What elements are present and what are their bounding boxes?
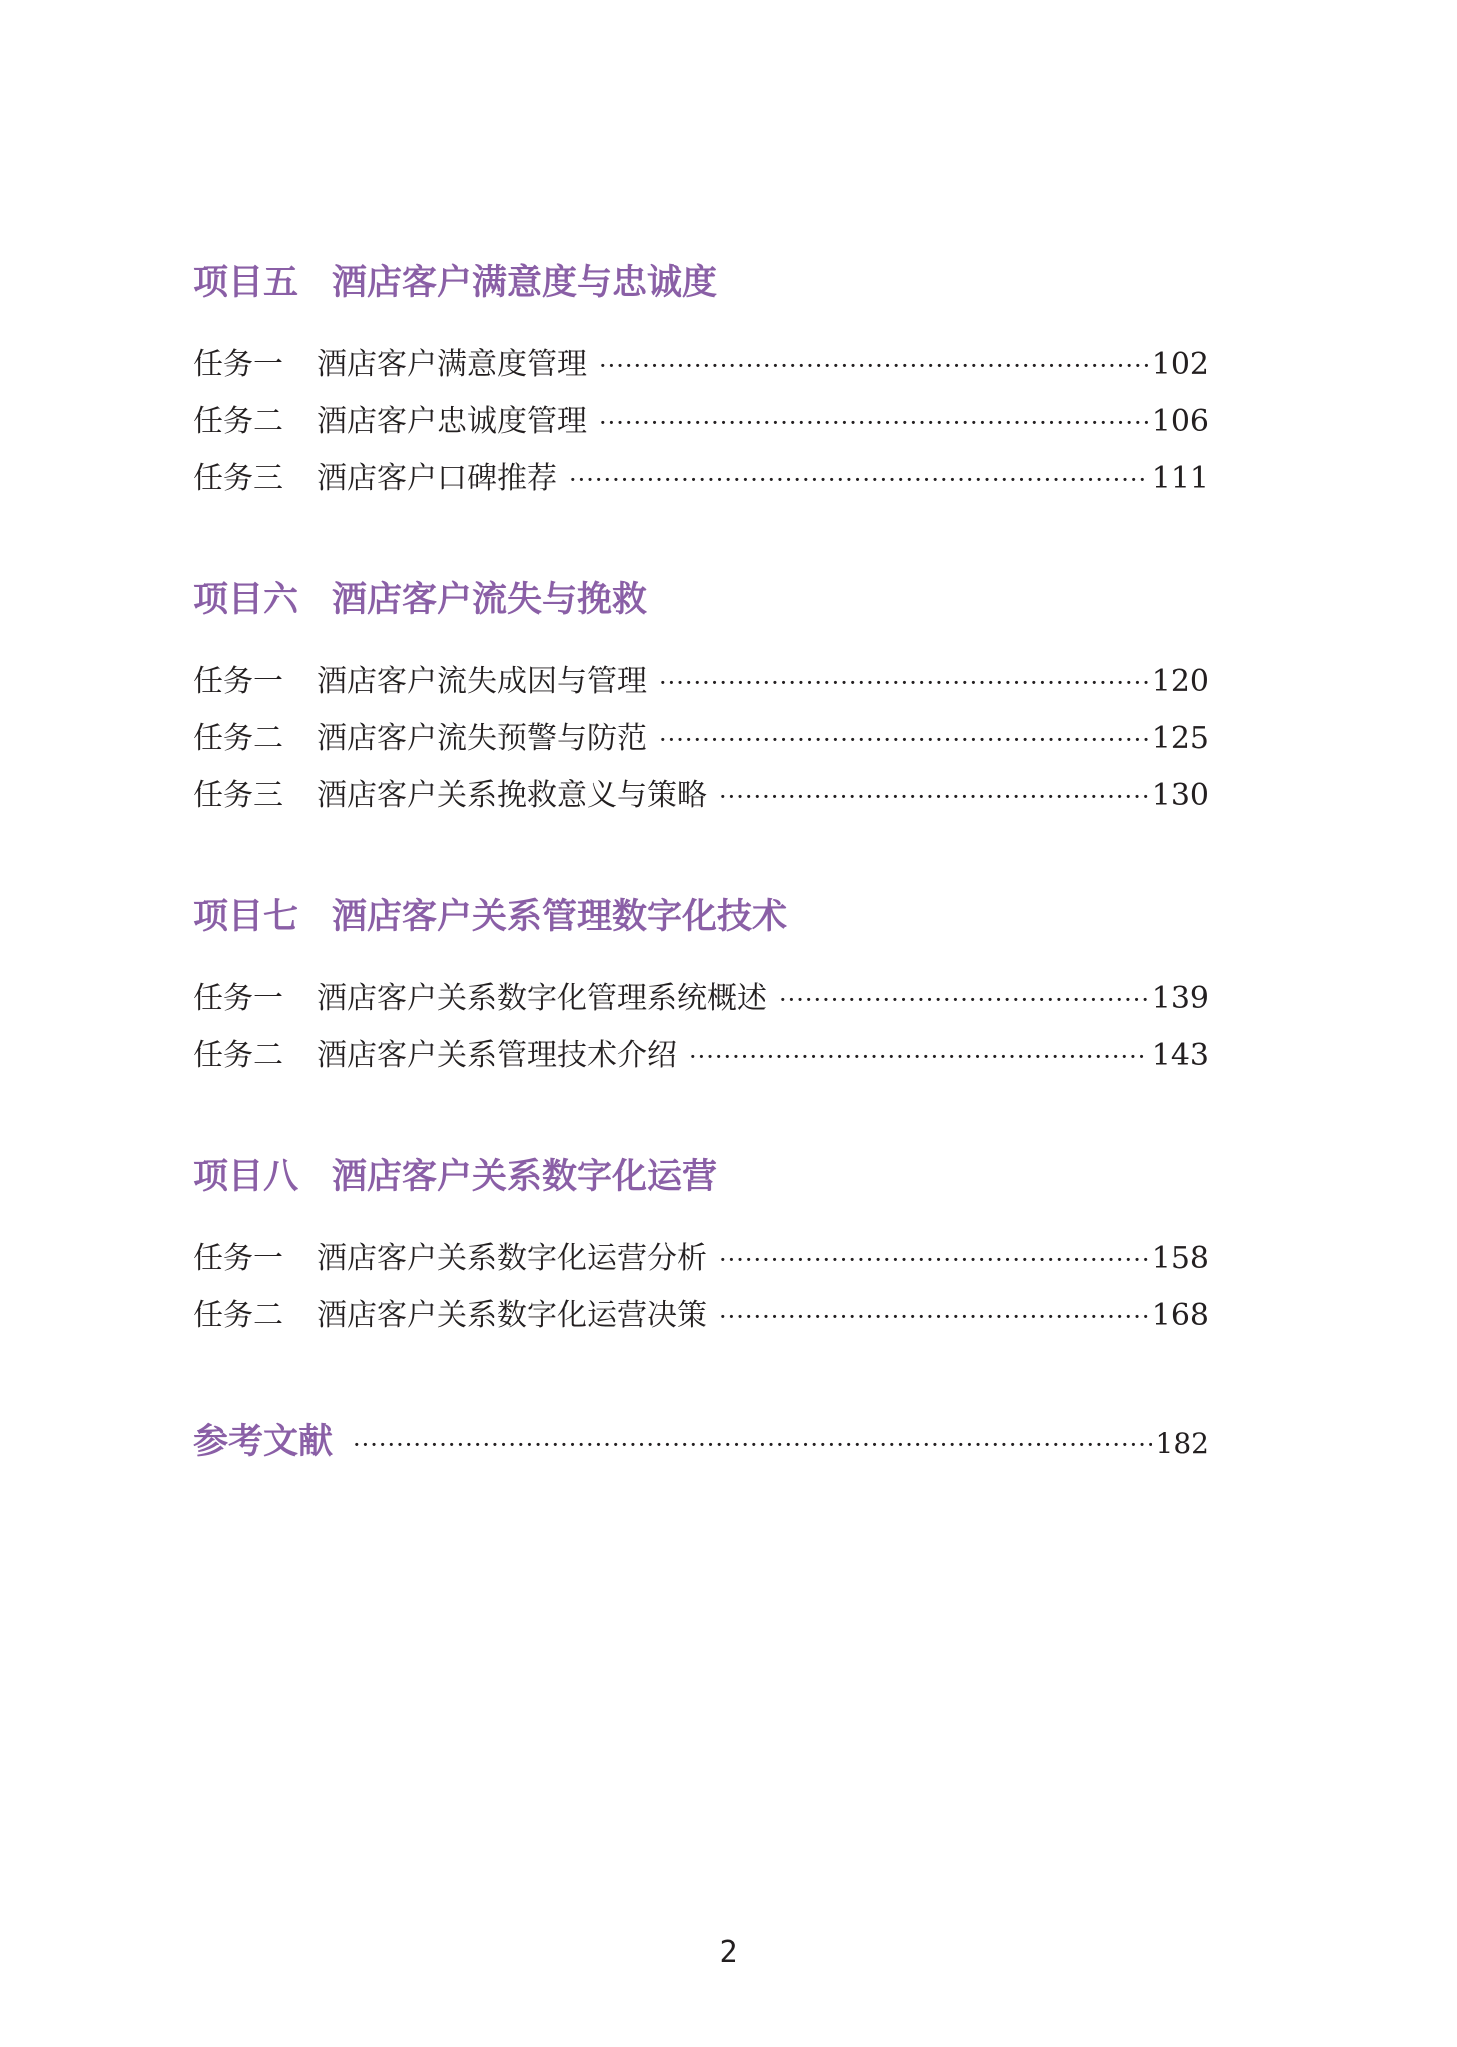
page-ref: 158 — [1151, 1241, 1209, 1276]
dot-leader — [599, 338, 1148, 395]
page-ref: 125 — [1151, 721, 1209, 756]
page-ref: 111 — [1151, 461, 1209, 496]
task-label: 任务三 — [193, 778, 283, 813]
page-ref: 143 — [1151, 1038, 1209, 1073]
project-number: 项目八 — [193, 1156, 299, 1197]
project-number: 项目五 — [193, 262, 299, 303]
dot-leader — [353, 1415, 1152, 1475]
page-ref: 102 — [1151, 347, 1209, 382]
task-title: 酒店客户流失预警与防范 — [317, 721, 647, 756]
dot-leader — [719, 769, 1148, 826]
task-label: 任务三 — [193, 461, 283, 496]
table-of-contents — [193, 258, 1209, 1472]
task-title: 酒店客户关系挽救意义与策略 — [317, 778, 707, 813]
toc-entry[interactable] — [193, 1230, 1209, 1287]
page-number: 2 — [719, 1935, 738, 1970]
page-ref: 106 — [1151, 404, 1209, 439]
project-title: 酒店客户关系数字化运营 — [332, 1156, 718, 1197]
toc-section — [193, 575, 1209, 824]
references-title: 参考文献 — [193, 1421, 334, 1462]
dot-leader — [719, 1232, 1148, 1289]
toc-section — [193, 892, 1209, 1084]
task-label: 任务二 — [193, 1038, 283, 1073]
dot-leader — [599, 395, 1148, 452]
task-label: 任务二 — [193, 404, 283, 439]
toc-entry[interactable] — [193, 653, 1209, 710]
page-ref: 182 — [1155, 1427, 1209, 1460]
references-entry[interactable] — [193, 1412, 1209, 1472]
dot-leader — [659, 655, 1148, 712]
project-title: 酒店客户满意度与忠诚度 — [332, 262, 718, 303]
page-ref: 168 — [1151, 1298, 1209, 1333]
project-title: 酒店客户关系管理数字化技术 — [332, 896, 788, 937]
task-title: 酒店客户忠诚度管理 — [317, 404, 587, 439]
toc-entry[interactable] — [193, 970, 1209, 1027]
dot-leader — [719, 1289, 1148, 1346]
section-heading[interactable] — [193, 575, 1209, 625]
task-label: 任务一 — [193, 1241, 283, 1276]
toc-entry[interactable] — [193, 710, 1209, 767]
page-ref: 139 — [1151, 981, 1209, 1016]
dot-leader — [659, 712, 1148, 769]
dot-leader — [569, 452, 1148, 509]
dot-leader — [779, 972, 1148, 1029]
toc-section — [193, 258, 1209, 507]
project-number: 项目七 — [193, 896, 299, 937]
section-heading[interactable] — [193, 1152, 1209, 1202]
toc-entry[interactable] — [193, 393, 1209, 450]
dot-leader — [689, 1029, 1148, 1086]
task-title: 酒店客户关系数字化运营分析 — [317, 1241, 707, 1276]
task-title: 酒店客户关系数字化运营决策 — [317, 1298, 707, 1333]
toc-entry[interactable] — [193, 1287, 1209, 1344]
task-label: 任务一 — [193, 981, 283, 1016]
section-heading[interactable] — [193, 892, 1209, 942]
page-ref: 120 — [1151, 664, 1209, 699]
toc-entry[interactable] — [193, 336, 1209, 393]
task-label: 任务一 — [193, 347, 283, 382]
section-heading[interactable] — [193, 258, 1209, 308]
task-label: 任务二 — [193, 1298, 283, 1333]
toc-entry[interactable] — [193, 767, 1209, 824]
task-label: 任务一 — [193, 664, 283, 699]
project-number: 项目六 — [193, 579, 299, 620]
task-title: 酒店客户满意度管理 — [317, 347, 587, 382]
task-title: 酒店客户流失成因与管理 — [317, 664, 647, 699]
toc-entry[interactable] — [193, 450, 1209, 507]
task-label: 任务二 — [193, 721, 283, 756]
task-title: 酒店客户关系管理技术介绍 — [317, 1038, 677, 1073]
page-ref: 130 — [1151, 778, 1209, 813]
toc-section — [193, 1152, 1209, 1344]
task-title: 酒店客户关系数字化管理系统概述 — [317, 981, 767, 1016]
toc-entry[interactable] — [193, 1027, 1209, 1084]
task-title: 酒店客户口碑推荐 — [317, 461, 557, 496]
project-title: 酒店客户流失与挽救 — [332, 579, 648, 620]
